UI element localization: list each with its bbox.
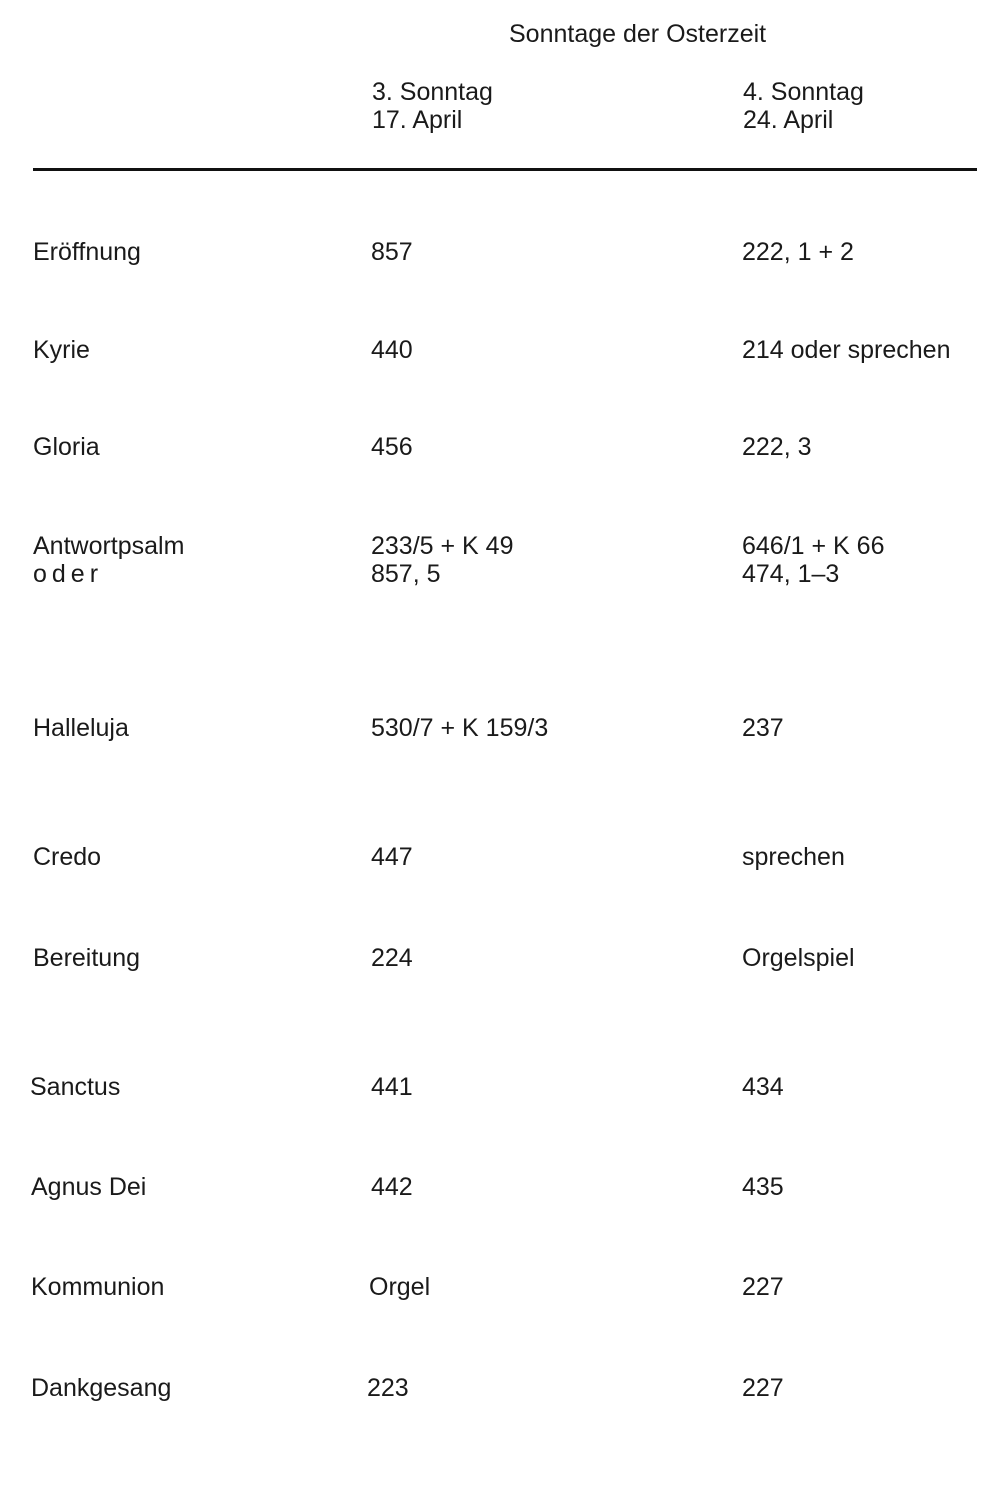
row-value-3-sonntag: 447 bbox=[371, 843, 413, 871]
row-value-4-sonntag: 222, 1 + 2 bbox=[742, 238, 854, 266]
row-label bbox=[33, 532, 184, 588]
row-value-3-sonntag: 223 bbox=[367, 1374, 409, 1402]
row-value-4-sonntag: 227 bbox=[742, 1273, 784, 1301]
table-row-bereitung bbox=[0, 944, 1000, 1004]
row-value-3-sonntag: 456 bbox=[371, 433, 413, 461]
table-row-credo bbox=[0, 843, 1000, 903]
table-row-kommunion bbox=[0, 1273, 1000, 1333]
row-label-alternative: oder bbox=[33, 560, 104, 588]
row-label: Dankgesang bbox=[31, 1374, 172, 1402]
row-label: Eröffnung bbox=[33, 238, 141, 266]
table-row-kyrie bbox=[0, 336, 1000, 396]
column-header-day: 4. Sonntag bbox=[743, 78, 864, 106]
row-value-4-sonntag: 237 bbox=[742, 714, 784, 742]
table-row-halleluja bbox=[0, 714, 1000, 774]
row-value-4-sonntag: 214 oder sprechen bbox=[742, 336, 951, 364]
row-value-4-sonntag: 222, 3 bbox=[742, 433, 812, 461]
row-value-4-sonntag: sprechen bbox=[742, 843, 845, 871]
header-divider bbox=[33, 168, 977, 171]
row-value-3-sonntag: 442 bbox=[371, 1173, 413, 1201]
row-value-3-sonntag: 441 bbox=[371, 1073, 413, 1101]
row-value-4-sonntag: 435 bbox=[742, 1173, 784, 1201]
row-value-3-sonntag: 440 bbox=[371, 336, 413, 364]
column-header-3-sonntag bbox=[372, 78, 493, 134]
column-header-date: 24. April bbox=[743, 106, 834, 134]
row-label: Agnus Dei bbox=[31, 1173, 147, 1201]
row-label: Kyrie bbox=[33, 336, 90, 364]
row-label: Gloria bbox=[33, 433, 100, 461]
row-value-3-sonntag: 224 bbox=[371, 944, 413, 972]
table-row-gloria bbox=[0, 433, 1000, 493]
row-value-alternative: 474, 1–3 bbox=[742, 560, 840, 588]
row-value-primary: 646/1 + K 66 bbox=[742, 532, 885, 560]
row-value-4-sonntag: 434 bbox=[742, 1073, 784, 1101]
column-header-date: 17. April bbox=[372, 106, 463, 134]
table-row-sanctus bbox=[0, 1073, 1000, 1133]
row-value-3-sonntag: Orgel bbox=[369, 1273, 431, 1301]
column-header-4-sonntag bbox=[743, 78, 864, 134]
row-label: Sanctus bbox=[30, 1073, 121, 1101]
row-label: Bereitung bbox=[33, 944, 141, 972]
table-row-agnus-dei bbox=[0, 1173, 1000, 1233]
row-value-4-sonntag bbox=[742, 532, 884, 588]
table-row-antwortpsalm bbox=[0, 532, 1000, 592]
row-value-4-sonntag: 227 bbox=[742, 1374, 784, 1402]
row-value-4-sonntag: Orgelspiel bbox=[742, 944, 855, 972]
row-value-3-sonntag bbox=[371, 532, 513, 588]
row-value-3-sonntag: 857 bbox=[371, 238, 413, 266]
row-label: Kommunion bbox=[31, 1273, 165, 1301]
table-row-eroeffnung bbox=[0, 238, 1000, 298]
row-label-primary: Antwortpsalm bbox=[33, 532, 185, 560]
row-label: Credo bbox=[33, 843, 102, 871]
column-header-day: 3. Sonntag bbox=[372, 78, 493, 106]
row-value-primary: 233/5 + K 49 bbox=[371, 532, 514, 560]
row-label: Halleluja bbox=[33, 714, 129, 742]
table-row-dankgesang bbox=[0, 1374, 1000, 1434]
row-value-alternative: 857, 5 bbox=[371, 560, 441, 588]
row-value-3-sonntag: 530/7 + K 159/3 bbox=[371, 714, 549, 742]
document-heading: Sonntage der Osterzeit bbox=[509, 20, 767, 48]
